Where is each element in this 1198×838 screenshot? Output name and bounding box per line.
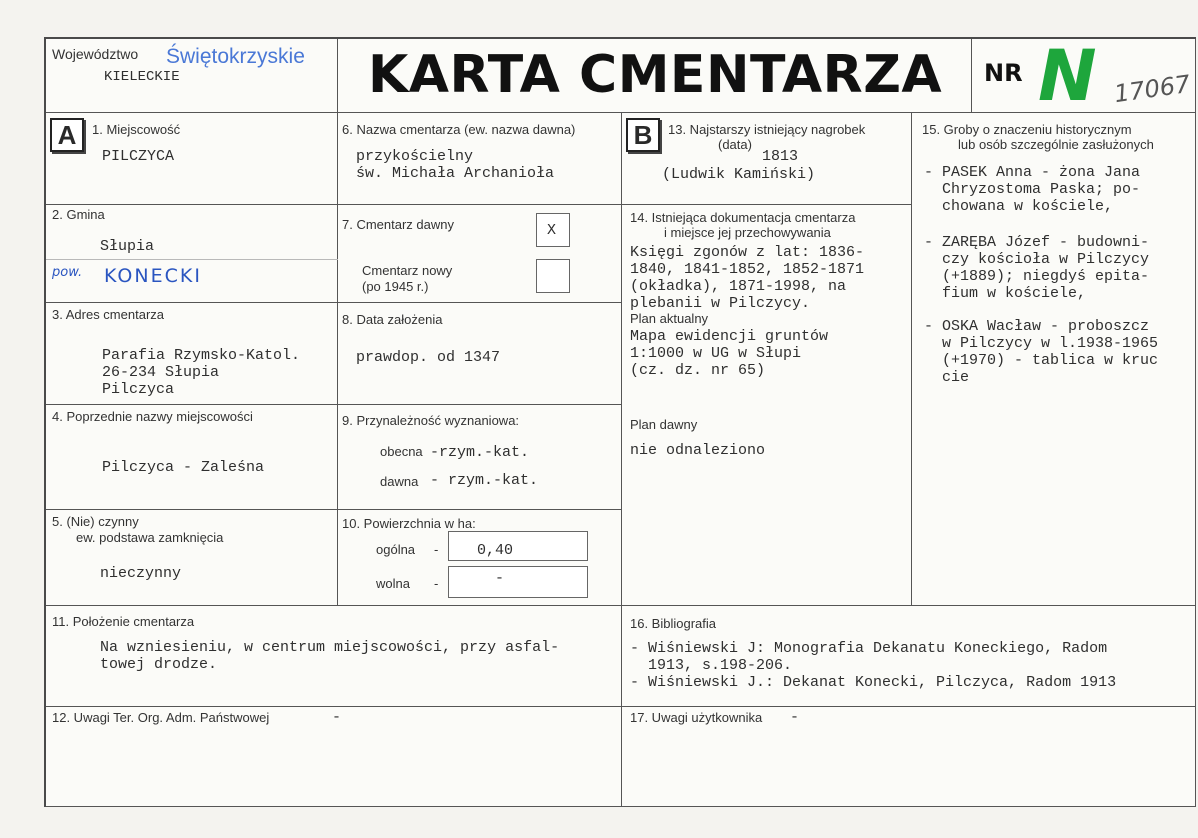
field-14-plan-now-line-3: (cz. dz. nr 65) bbox=[630, 362, 766, 379]
field-17-value: - bbox=[790, 709, 800, 726]
field-9-now-label: obecna bbox=[380, 444, 423, 459]
field-4-label: 4. Poprzednie nazwy miejscowości bbox=[52, 409, 253, 424]
field-3-address bbox=[46, 303, 338, 405]
field-15-line-8: fium w kościele, bbox=[924, 285, 1087, 302]
field-16-label: 16. Bibliografia bbox=[630, 616, 716, 631]
field-14-label: 14. Istniejąca dokumentacja cmentarza bbox=[630, 210, 856, 225]
field-6-name bbox=[338, 113, 622, 205]
field-2-value: Słupia bbox=[100, 238, 155, 255]
field-15-line-10: - OSKA Wacław - proboszcz bbox=[924, 318, 1150, 335]
number-handwritten: 17067 bbox=[1112, 69, 1192, 109]
field-9-now-value: -rzym.-kat. bbox=[430, 444, 530, 461]
field-14-plan-now-line-1: Mapa ewidencji gruntów bbox=[630, 328, 829, 345]
field-15-line-11: w Pilczycy w l.1938-1965 bbox=[924, 335, 1159, 352]
field-13-date: 1813 bbox=[762, 148, 799, 165]
field-5-active bbox=[46, 510, 338, 606]
field-16-line-2: 1913, s.198-206. bbox=[630, 657, 793, 674]
field-8-value: prawdop. od 1347 bbox=[356, 349, 501, 366]
field-14-line-4: plebanii w Pilczycy. bbox=[630, 295, 811, 312]
voivodeship-typed: KIELECKIE bbox=[104, 69, 180, 85]
card-title: KARTA CMENTARZA bbox=[368, 45, 943, 105]
field-16-line-3: - Wiśniewski J.: Dekanat Konecki, Pilczyca, Radom 1913 bbox=[630, 674, 1117, 691]
field-15-sublabel: lub osób szczególnie zasłużonych bbox=[958, 137, 1154, 152]
field-2-municipality bbox=[46, 205, 338, 303]
field-7-new-checkbox bbox=[536, 259, 570, 293]
field-7-new-sublabel: (po 1945 r.) bbox=[362, 279, 429, 294]
field-3-line-3: Pilczyca bbox=[102, 381, 175, 398]
field-15-line-3: chowana w kościele, bbox=[924, 198, 1114, 215]
field-14-plan-now-label: Plan aktualny bbox=[630, 311, 709, 326]
field-2-label: 2. Gmina bbox=[52, 207, 105, 222]
field-15-line-13: cie bbox=[924, 369, 970, 386]
field-14-sublabel: i miejsce jej przechowywania bbox=[664, 225, 831, 240]
field-10-total-value: 0,40 bbox=[477, 542, 514, 559]
field-15-line-12: (+1970) - tablica w kruc bbox=[924, 352, 1159, 369]
field-17-label: 17. Uwagi użytkownika bbox=[630, 710, 763, 725]
field-14-line-1: Księgi zgonów z lat: 1836- bbox=[630, 244, 865, 261]
field-14-plan-old-value: nie odnaleziono bbox=[630, 442, 766, 459]
field-1-locality bbox=[46, 113, 338, 205]
field-14-line-3: (okładka), 1871-1998, na bbox=[630, 278, 847, 295]
field-15-label: 15. Groby o znaczeniu historycznym bbox=[922, 122, 1132, 137]
field-14-documentation bbox=[622, 205, 912, 606]
field-13-label: 13. Najstarszy istniejący nagrobek bbox=[668, 122, 866, 137]
field-14-line-2: 1840, 1841-1852, 1852-1871 bbox=[630, 261, 865, 278]
field-9-old-value: - rzym.-kat. bbox=[430, 472, 539, 489]
number-cell bbox=[972, 35, 1196, 117]
section-b-marker: B bbox=[626, 118, 660, 152]
cemetery-card bbox=[44, 37, 1196, 807]
field-13-person: (Ludwik Kamiński) bbox=[662, 166, 816, 183]
field-11-line-2: towej drodze. bbox=[100, 656, 218, 673]
field-10-free-box bbox=[448, 566, 588, 598]
field-7-type bbox=[338, 205, 622, 303]
field-3-line-1: Parafia Rzymsko-Katol. bbox=[102, 347, 301, 364]
field-11-label: 11. Położenie cmentarza bbox=[52, 614, 195, 629]
field-10-free-value: - bbox=[495, 570, 505, 587]
field-7-old-label: 7. Cmentarz dawny bbox=[342, 217, 454, 232]
number-label: NR bbox=[984, 59, 1023, 87]
field-13-sublabel: (data) bbox=[718, 137, 752, 152]
field-3-line-2: 26-234 Słupia bbox=[102, 364, 220, 381]
field-9-denomination bbox=[338, 405, 622, 510]
field-5-label: 5. (Nie) czynny bbox=[52, 514, 139, 529]
field-12-admin-notes bbox=[46, 707, 622, 807]
field-15-historic-graves bbox=[912, 113, 1196, 606]
field-6-label: 6. Nazwa cmentarza (ew. nazwa dawna) bbox=[342, 122, 576, 137]
voivodeship-stamp: Świętokrzyskie bbox=[166, 45, 305, 68]
field-12-label: 12. Uwagi Ter. Org. Adm. Państwowej bbox=[52, 710, 270, 725]
field-14-plan-now-line-2: 1:1000 w UG w Słupi bbox=[630, 345, 802, 362]
field-16-bibliography bbox=[622, 606, 1196, 707]
field-12-value: - bbox=[332, 709, 342, 726]
voivodeship-label: Województwo bbox=[52, 46, 139, 62]
field-10-label: 10. Powierzchnia w ha: bbox=[342, 516, 476, 531]
field-15-line-5: - ZARĘBA Józef - budowni- bbox=[924, 234, 1150, 251]
field-14-plan-old-label: Plan dawny bbox=[630, 417, 698, 432]
field-3-label: 3. Adres cmentarza bbox=[52, 307, 164, 322]
field-7-old-mark: X bbox=[547, 222, 557, 239]
field-6-line-2: św. Michała Archanioła bbox=[356, 165, 555, 182]
field-10-free-dash: - bbox=[434, 576, 439, 591]
field-5-sublabel: ew. podstawa zamknięcia bbox=[76, 530, 224, 545]
field-1-label: 1. Miejscowość bbox=[92, 122, 181, 137]
title-cell bbox=[338, 39, 972, 113]
field-9-label: 9. Przynależność wyznaniowa: bbox=[342, 413, 520, 428]
field-15-line-2: Chryzostoma Paska; po- bbox=[924, 181, 1141, 198]
field-2-divider bbox=[46, 259, 338, 260]
field-2-county-value: KONECKI bbox=[104, 265, 202, 287]
field-15-line-7: (+1889); niegdyś epita- bbox=[924, 268, 1150, 285]
field-2-county-prefix: pow. bbox=[52, 265, 83, 280]
field-7-old-checkbox bbox=[536, 213, 570, 247]
section-a-marker: A bbox=[50, 118, 84, 152]
field-4-value: Pilczyca - Zaleśna bbox=[102, 459, 265, 476]
field-7-new-label: Cmentarz nowy bbox=[362, 263, 453, 278]
field-13-oldest-grave bbox=[622, 113, 912, 205]
field-10-total-box bbox=[448, 531, 588, 561]
field-15-line-1: - PASEK Anna - żona Jana bbox=[924, 164, 1141, 181]
field-8-founded bbox=[338, 303, 622, 405]
field-11-line-1: Na wzniesieniu, w centrum miejscowości, przy asfal- bbox=[100, 639, 560, 656]
field-17-user-notes bbox=[622, 707, 1196, 807]
field-10-total-dash: - bbox=[434, 542, 439, 557]
field-10-total-label: ogólna bbox=[376, 542, 416, 557]
number-mark: N bbox=[1038, 35, 1097, 117]
field-15-line-6: czy kościoła w Pilczycy bbox=[924, 251, 1150, 268]
field-11-location bbox=[46, 606, 622, 707]
field-16-line-1: - Wiśniewski J: Monografia Dekanatu Koneckiego, Radom bbox=[630, 640, 1108, 657]
field-10-area bbox=[338, 510, 622, 606]
field-4-previous-names bbox=[46, 405, 338, 510]
field-8-label: 8. Data założenia bbox=[342, 312, 443, 327]
field-10-free-label: wolna bbox=[376, 576, 410, 591]
field-5-value: nieczynny bbox=[100, 565, 182, 582]
field-1-value: PILCZYCA bbox=[102, 148, 175, 165]
voivodeship-cell bbox=[46, 39, 338, 113]
field-9-old-label: dawna bbox=[380, 474, 419, 489]
field-6-line-1: przykościelny bbox=[356, 148, 474, 165]
